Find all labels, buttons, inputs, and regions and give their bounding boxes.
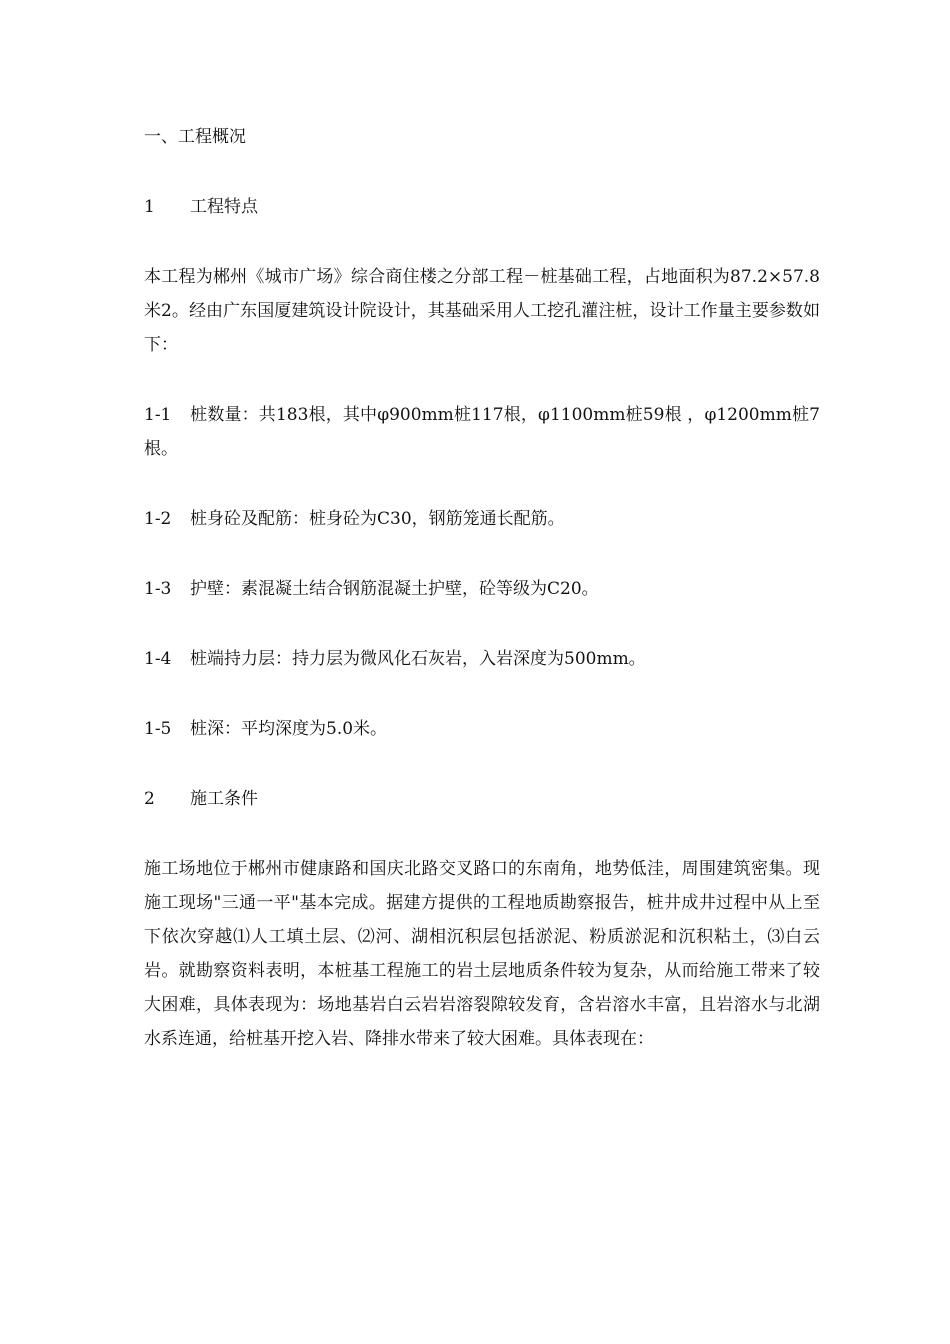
subsection-heading-2 [144,782,820,816]
subsection-heading-1 [144,190,820,224]
subsection-title: 工程特点 [190,197,258,217]
item-number: 1-3 [144,579,172,599]
item-number: 1-1 [144,405,172,425]
item-number: 1-5 [144,719,172,739]
item-number: 1-2 [144,509,172,529]
list-item [144,572,820,606]
subsection-number: 1 [144,197,155,217]
list-item [144,502,820,536]
item-text: 护壁：素混凝土结合钢筋混凝土护壁，砼等级为C20。 [190,579,599,599]
list-item [144,712,820,746]
list-item [144,642,820,676]
item-number: 1-4 [144,649,172,669]
section-heading [144,120,820,154]
document-body [144,120,820,1092]
item-text: 桩端持力层：持力层为微风化石灰岩，入岩深度为500mm。 [190,649,646,669]
subsection-number: 2 [144,789,155,809]
conditions-paragraph: 施工场地位于郴州市健康路和国庆北路交叉路口的东南角，地势低洼，周围建筑密集。现施工现场"三通一平"基本完成。据建方提供的工程地质勘察报告，桩井成井过程中从上至下依次穿越⑴人工填土层、⑵河、湖相沉积层包括淤泥、粉质淤泥和沉积粘土，⑶白云岩。就勘察资料表明，本桩基工程施工的岩土层地质条件较为复杂，从而给施工带来了较大困难，具体表现为：场地基岩白云岩岩溶裂隙较发育，含岩溶水丰富，且岩溶水与北湖水系连通，给桩基开挖入岩、降排水带来了较大困难。具体表现在： [144,859,820,1049]
item-text: 桩身砼及配筋：桩身砼为C30，钢筋笼通长配筋。 [190,509,565,529]
intro-paragraph: 本工程为郴州《城市广场》综合商住楼之分部工程－桩基础工程，占地面积为87.2×57.8米2。经由广东国厦建筑设计院设计，其基础采用人工挖孔灌注桩，设计工作量主要参数如下： [144,267,820,355]
item-text: 桩深：平均深度为5.0米。 [190,719,388,739]
item-text: 桩数量：共183根，其中φ900mm桩117根，φ1100mm桩59根 ，φ1200mm桩7根。 [144,405,820,459]
subsection-title: 施工条件 [190,789,258,809]
list-item [144,398,820,466]
section-title: 一、工程概况 [144,127,246,147]
